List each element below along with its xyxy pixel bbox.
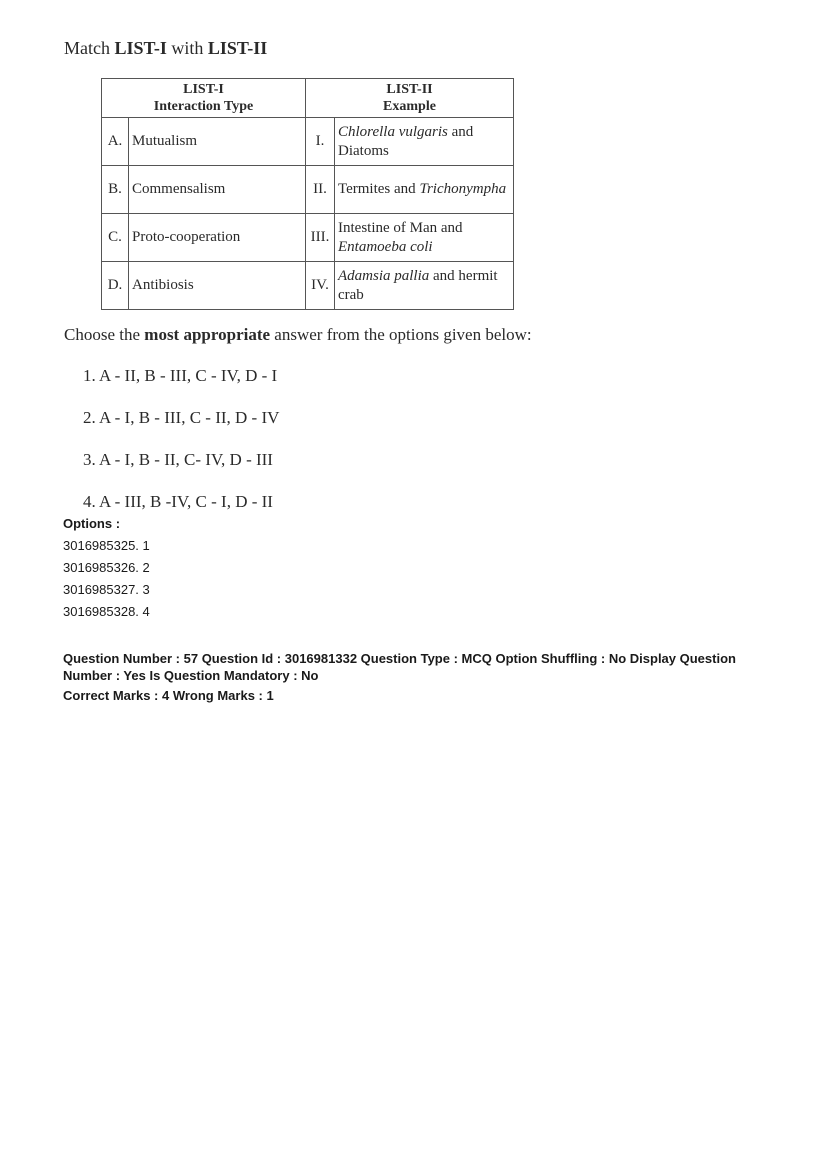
interaction-type: Commensalism — [129, 166, 306, 214]
choose-bold: most appropriate — [144, 325, 271, 344]
interaction-type: Antibiosis — [129, 262, 306, 310]
heading-with: with — [171, 38, 204, 58]
choose-instruction — [64, 325, 532, 345]
option-id-2: 3016985326. 2 — [63, 560, 150, 575]
marks-info: Correct Marks : 4 Wrong Marks : 1 — [63, 688, 274, 703]
row-roman: II. — [306, 166, 335, 214]
example-italic: Adamsia pallia — [338, 267, 430, 284]
interaction-type: Proto-cooperation — [129, 214, 306, 262]
example — [335, 214, 514, 262]
row-letter: A. — [102, 118, 129, 166]
choose-post: answer from the options given below: — [270, 325, 532, 344]
heading-list2: LIST-II — [207, 38, 268, 58]
example-plain: and Diatoms — [338, 123, 474, 159]
heading-list1: LIST-I — [114, 38, 167, 58]
example — [335, 166, 514, 214]
row-letter: B. — [102, 166, 129, 214]
answer-choice-1: 1. A - II, B - III, C - IV, D - I — [83, 366, 278, 385]
choose-pre: Choose the — [64, 325, 145, 344]
option-id-3: 3016985327. 3 — [63, 582, 150, 597]
table-row — [102, 166, 514, 214]
match-table — [101, 78, 514, 310]
row-letter: C. — [102, 214, 129, 262]
example-italic: Trichonympha — [419, 181, 507, 197]
list2-header — [306, 79, 514, 118]
row-roman: I. — [306, 118, 335, 166]
row-letter: D. — [102, 262, 129, 310]
answer-choice-4: 4. A - III, B -IV, C - I, D - II — [83, 492, 273, 511]
options-label: Options : — [63, 516, 121, 531]
example — [335, 262, 514, 310]
table-row — [102, 214, 514, 262]
table-row — [102, 118, 514, 166]
option-id-4: 3016985328. 4 — [63, 604, 150, 619]
example-italic: Chlorella vulgaris — [338, 123, 448, 140]
example-plain: Intestine of Man and — [338, 219, 463, 236]
answer-choice-3: 3. A - I, B - II, C- IV, D - III — [83, 450, 273, 469]
interaction-type: Mutualism — [129, 118, 306, 166]
example-plain: and hermit crab — [338, 267, 498, 303]
list1-title: LIST-I — [183, 82, 224, 97]
example — [335, 118, 514, 166]
heading-match: Match — [64, 38, 110, 58]
question-meta: Question Number : 57 Question Id : 3016981332 Question Type : MCQ Option Shuffling : No Display Question Number : Yes Is Question Mandatory : No — [63, 651, 736, 683]
table-row — [102, 262, 514, 310]
example-italic: Entamoeba coli — [338, 238, 433, 255]
table-header-row — [102, 79, 514, 118]
question-heading — [64, 38, 267, 59]
example-plain: Termites and — [338, 181, 420, 197]
answer-choice-2: 2. A - I, B - III, C - II, D - IV — [83, 408, 280, 427]
list2-subtitle: Example — [383, 99, 436, 114]
row-roman: IV. — [306, 262, 335, 310]
row-roman: III. — [306, 214, 335, 262]
option-id-1: 3016985325. 1 — [63, 538, 150, 553]
list2-title: LIST-II — [386, 82, 433, 97]
list1-subtitle: Interaction Type — [153, 99, 254, 114]
list1-header — [102, 79, 306, 118]
